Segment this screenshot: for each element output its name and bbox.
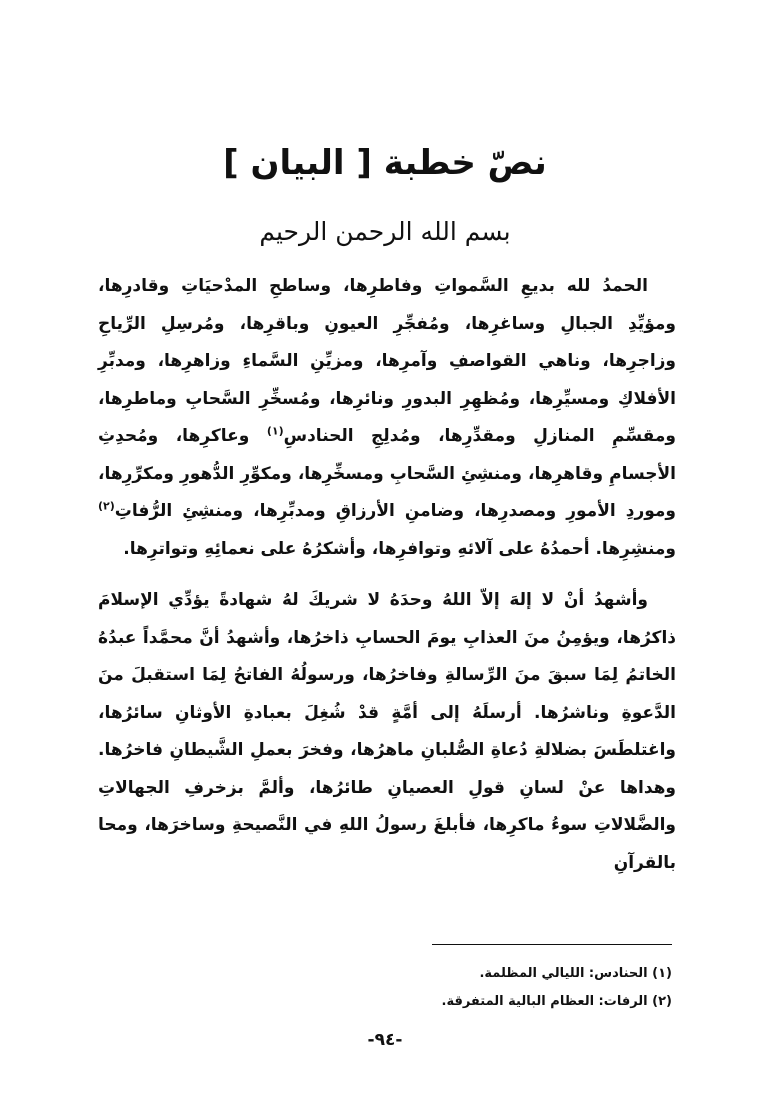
footnote-1: (١) الحنادس: الليالي المظلمة.: [479, 966, 672, 981]
page-title: نصّ خطبة [ البيان ]: [223, 143, 547, 183]
footnote-ref-2: (٢): [98, 499, 115, 513]
paragraph-1-part-1: الحمدُ لله بديعِ السَّمواتِ وفاطرِها، وساطحِ المدْحيَاتِ وقادرِها، ومؤيِّدِ الجبالِ وساغرِها، ومُفجِّرِ العيونِ وباقرِها، ومُرسِلِ الرِّياحِ وزاجرِها، وناهي القواصفِ وآمرِها، ومزيِّنِ السَّماءِ وزاهرِها، ومدبِّرِ الأفلاكِ ومسيِّرِها، ومُظهِرِ البدورِ ونائرِها، ومُسخِّرِ السَّحابِ وماطرِها، ومقسِّمِ المنازلِ ومقدِّرِها، ومُدلِجِ الحنادسِ: [98, 276, 676, 446]
paragraph-2: وأشهدُ أنْ لا إلهَ إلاّ اللهُ وحدَهُ لا شريكَ لهُ شهادةً يؤدِّي الإسلامَ ذاكرُها، ويؤمِنُ منَ العذابِ يومَ الحسابِ ذاخرُها، وأشهدُ أنَّ محمَّداً عبدُهُ الخاتمُ لِمَا سبقَ منَ الرِّسالةِ وفاخرُها، ورسولُهُ الفاتحُ لِمَا استقبلَ منَ الدَّعوةِ وناشرُها. أرسلَهُ إلى أمَّةٍ قدْ شُغِلَ بعبادةِ الأوثانِ سائرُها، واغتلطَسَ بضلالةِ دُعاةِ الصُّلبانِ ماهرُها، وفخرَ بعملِ الشَّيطانِ فاخرُها. وهداها عنْ لسانِ قولِ العصيانِ طائرُها، وألمَّ بزخرفِ الجهالاتِ والضَّلالاتِ سوءُ ماكرِها، فأبلغَ رسولُ اللهِ في النَّصيحةِ وساخرَها، ومحا بالقرآنِ: [98, 590, 676, 873]
footnote-ref-1: (١): [266, 424, 284, 438]
footnotes: [112, 960, 672, 1016]
paragraph-1-part-3: ومنشِرِها. أحمدُهُ على آلائهِ وتوافرِها، وأشكرُهُ على نعمائِهِ وتواترِها.: [123, 538, 676, 559]
sermon-text: [98, 268, 676, 896]
paragraph-1: [98, 268, 676, 568]
paragraph-1-part-2: وعاكرِها، ومُحدِثِ الأجسامِ وقاهرِها، ومنشِئِ السَّحابِ ومسخِّرِها، ومكوِّرِ الدُّهورِ ومكرِّرِها، وموردِ الأمورِ ومصدرِها، وضامنِ الأرزاقِ ومدبِّرِها، ومنشِئِ الرُّفاتِ: [98, 426, 676, 521]
footnote-2: (٢) الرفات: العظام البالية المتفرقة.: [441, 994, 672, 1009]
footnote-divider: [432, 944, 672, 945]
page-number: -٩٤-: [367, 1030, 403, 1050]
basmala: بسم الله الرحمن الرحيم: [259, 217, 511, 246]
